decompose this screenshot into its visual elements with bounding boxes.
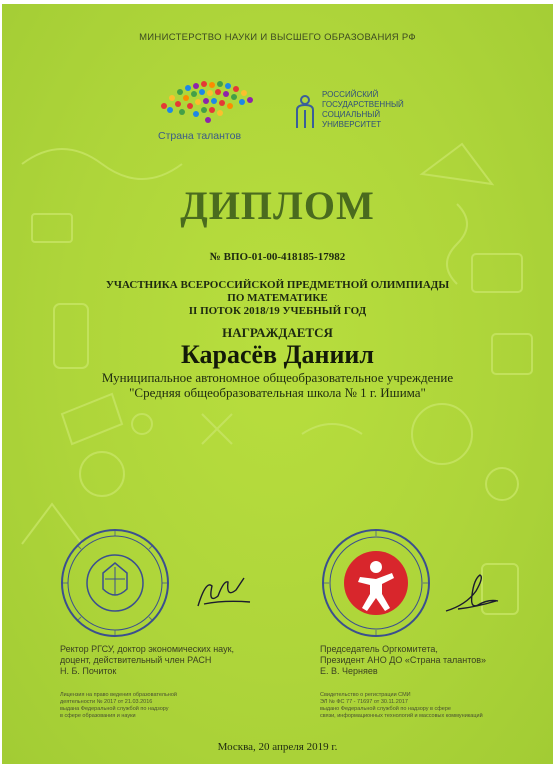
rgsu-logo: [294, 94, 316, 130]
fine-line: связи, информационных технологий и массовых коммуникаций: [320, 713, 483, 719]
rgsu-line: УНИВЕРСИТЕТ: [322, 120, 382, 129]
strana-talantov-seal: [320, 527, 432, 639]
rector-signature-block: [60, 644, 234, 677]
rgsu-name: [322, 90, 404, 130]
license-note: [60, 692, 177, 720]
signatory-line: доцент, действительный член РАСН: [60, 655, 212, 665]
olympiad-line: УЧАСТНИКА ВСЕРОССИЙСКОЙ ПРЕДМЕТНОЙ ОЛИМПИАДЫ: [105, 279, 450, 291]
rector-signature: [192, 576, 252, 616]
school-line: Муниципальное автономное общеобразовательное учреждение: [101, 370, 454, 385]
recipient-name: Карасёв Даниил: [180, 340, 374, 369]
registration-note: [320, 692, 483, 720]
fine-line: выдано Федеральной службой по надзору в сфере: [320, 706, 451, 712]
rgsu-seal: [59, 527, 171, 639]
fine-line: Лицензия на право ведения образовательной: [60, 692, 177, 698]
diploma-certificate: [2, 4, 553, 764]
signatory-line: Е. В. Черняев: [320, 666, 378, 676]
president-signature-block: [320, 644, 486, 677]
fine-line: деятельности № 2017 от 21.03.2016: [60, 699, 153, 705]
diploma-title: ДИПЛОМ: [180, 183, 375, 228]
signatory-line: Председатель Оргкомитета,: [320, 644, 438, 654]
fine-line: ЭЛ № ФС 77 - 71697 от 30.11.2017: [320, 699, 408, 705]
president-signature: [442, 571, 502, 617]
olympiad-line: ПО МАТЕМАТИКЕ: [227, 292, 328, 304]
fine-line: в сфере образования и науки: [60, 713, 136, 719]
rgsu-line: ГОСУДАРСТВЕННЫЙ: [322, 100, 404, 109]
strana-talantov-caption: Страна талантов: [158, 130, 242, 142]
rgsu-line: РОССИЙСКИЙ: [322, 90, 379, 99]
ministry-header: МИНИСТЕРСТВО НАУКИ И ВЫСШЕГО ОБРАЗОВАНИЯ РФ: [139, 32, 416, 43]
issue-date: Москва, 20 апреля 2019 г.: [217, 741, 338, 753]
rgsu-line: СОЦИАЛЬНЫЙ: [322, 110, 381, 119]
signatory-line: Ректор РГСУ, доктор экономических наук,: [60, 644, 235, 654]
signatory-line: Н. Б. Почиток: [60, 666, 117, 676]
school-line: "Средняя общеобразовательная школа № 1 г. Ишима": [129, 385, 426, 400]
diploma-number: № ВПО-01-00-418185-17982: [209, 251, 346, 263]
olympiad-line: II ПОТОК 2018/19 УЧЕБНЫЙ ГОД: [188, 305, 367, 317]
fine-line: выдана Федеральной службой по надзору: [60, 706, 169, 712]
signatory-line: Президент АНО ДО «Страна талантов»: [320, 655, 487, 665]
awarded-label: НАГРАЖДАЕТСЯ: [222, 325, 333, 340]
fine-line: Свидетельство о регистрации СМИ: [320, 692, 411, 698]
